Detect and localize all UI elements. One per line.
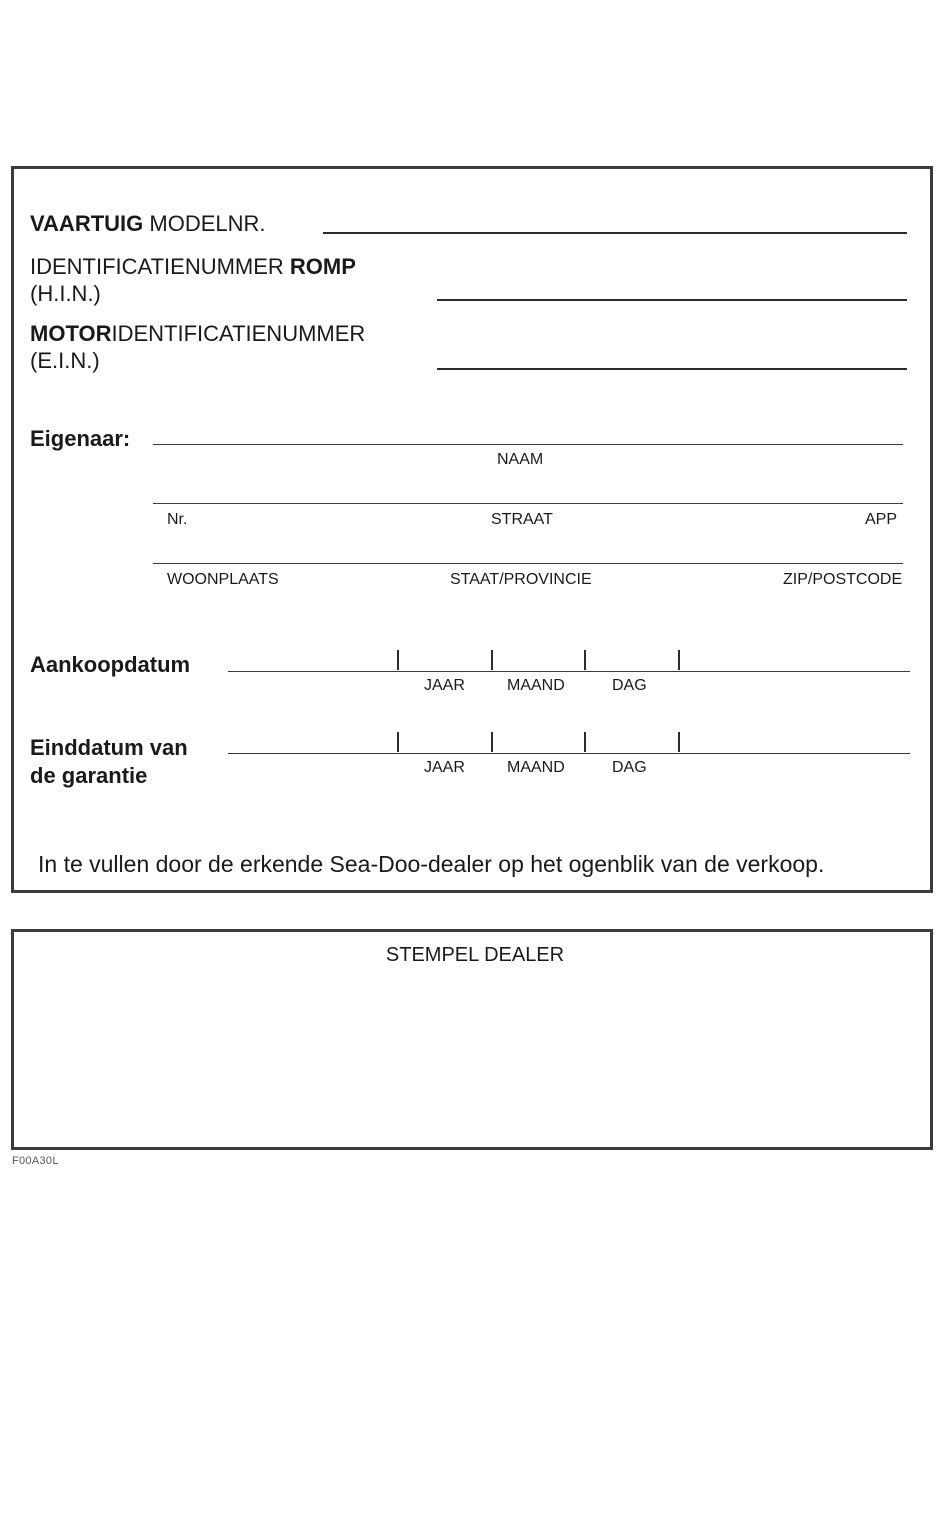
warranty-date-divider [491, 732, 493, 752]
purchase-day-caption: DAG [612, 677, 647, 694]
engine-id-abbrev: (E.I.N.) [30, 348, 100, 373]
owner-state-caption: STAAT/PROVINCIE [450, 571, 592, 588]
owner-label: Eigenaar: [30, 426, 131, 451]
dealer-note: In te vullen door de erkende Sea-Doo-dealer op het ogenblik van de verkoop. [38, 851, 825, 877]
hull-label-bold: ROMP [289, 254, 356, 279]
purchase-date-divider [678, 650, 680, 670]
owner-address-field[interactable] [153, 503, 903, 504]
hull-id-abbrev: (H.I.N.) [30, 281, 101, 306]
warranty-year-caption: JAAR [424, 759, 465, 776]
warranty-date-divider [397, 732, 399, 752]
warranty-date-divider [678, 732, 680, 752]
owner-name-field[interactable] [153, 444, 903, 445]
engine-label-bold: MOTOR [30, 321, 112, 346]
engine-id-label [30, 320, 365, 347]
warranty-end-label-line2: de garantie [30, 763, 148, 788]
vessel-model-label [30, 210, 266, 237]
vessel-model-field[interactable] [323, 232, 907, 234]
vessel-label-rest: MODELNR. [143, 211, 266, 236]
owner-name-caption: NAAM [497, 451, 544, 468]
owner-zip-caption: ZIP/POSTCODE [783, 571, 903, 588]
warranty-end-field[interactable] [228, 753, 910, 754]
engine-id-field[interactable] [437, 368, 907, 370]
owner-app-caption: APP [865, 511, 898, 528]
warranty-end-label-line1: Einddatum van [30, 735, 188, 760]
purchase-date-divider [397, 650, 399, 670]
hull-id-label [30, 253, 356, 280]
purchase-month-caption: MAAND [507, 677, 565, 694]
hull-label-rest: IDENTIFICATIENUMMER [30, 254, 290, 279]
owner-city-field[interactable] [153, 563, 903, 564]
engine-label-rest: IDENTIFICATIENUMMER [111, 321, 366, 346]
vessel-label-bold: VAARTUIG [30, 211, 144, 236]
purchase-date-label: Aankoopdatum [30, 652, 191, 677]
warranty-day-caption: DAG [612, 759, 647, 776]
figure-code: F00A30L [12, 1155, 59, 1167]
dealer-stamp-label: STEMPEL DEALER [385, 944, 565, 966]
owner-city-caption: WOONPLAATS [167, 571, 279, 588]
warranty-date-divider [584, 732, 586, 752]
owner-nr-caption: Nr. [167, 511, 188, 528]
purchase-date-divider [584, 650, 586, 670]
warranty-month-caption: MAAND [507, 759, 565, 776]
purchase-date-divider [491, 650, 493, 670]
purchase-year-caption: JAAR [424, 677, 465, 694]
hull-id-field[interactable] [437, 299, 907, 301]
purchase-date-field[interactable] [228, 671, 910, 672]
owner-street-caption: STRAAT [491, 511, 553, 528]
